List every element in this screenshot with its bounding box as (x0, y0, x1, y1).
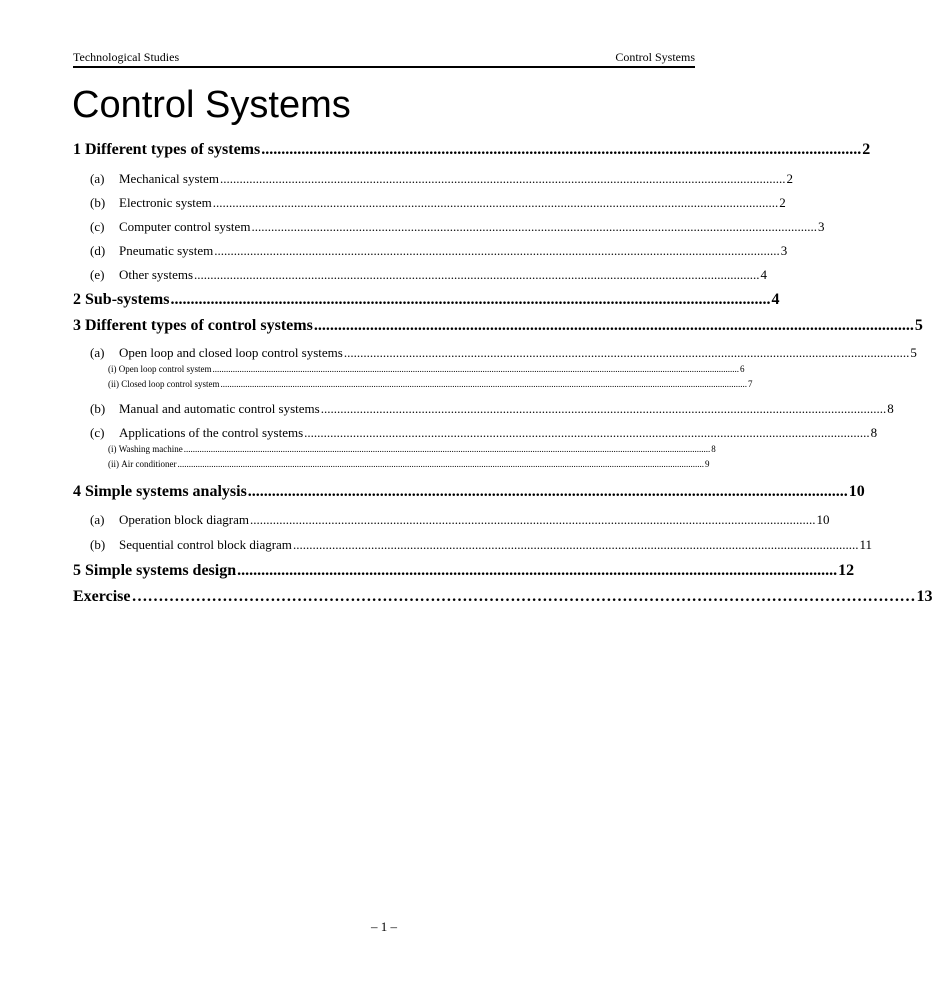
toc-entry-title: Mechanical system (119, 171, 219, 186)
toc-leader: .............................................................................................................................................................................. (251, 219, 817, 234)
toc-entry-1d[interactable] (90, 243, 788, 259)
toc-entry-1b[interactable] (90, 195, 786, 211)
toc-leader: .............................................................................................................................................................................. (194, 267, 760, 282)
toc-entry-3a[interactable] (90, 345, 917, 361)
toc-page-number: 11 (859, 537, 872, 552)
toc-entry-title: Operation block diagram (119, 512, 249, 527)
toc-entry-roman: (ii) (108, 459, 119, 469)
toc-leader: .............................................................................................................................................................................. (220, 171, 786, 186)
toc-section-title: 5 Simple systems design (73, 562, 237, 579)
toc-page-number: 4 (760, 267, 768, 282)
page-header (73, 50, 695, 68)
toc-entry-3c[interactable] (90, 425, 878, 441)
toc-entry-letter: (e) (90, 267, 105, 282)
toc-page-number: 2 (786, 171, 793, 186)
header-subject: Technological Studies (73, 50, 180, 64)
toc-page-number: 3 (780, 243, 788, 258)
toc-page-number: 5 (914, 317, 923, 334)
toc-entry-letter: (a) (90, 171, 105, 186)
toc-page-number: 5 (910, 345, 917, 360)
toc-entry-letter: (a) (90, 512, 105, 527)
toc-entry-letter: (d) (90, 243, 106, 258)
toc-entry-title: Washing machine (118, 444, 183, 454)
toc-entry-title: Other systems (119, 267, 194, 282)
toc-section-5[interactable] (73, 562, 855, 580)
toc-entry-roman: (i) (108, 444, 117, 454)
toc-leader: ………………………………………………………………………………………………………………………………… (131, 588, 916, 605)
toc-exercise[interactable] (73, 588, 932, 606)
toc-section-title: 3 Different types of control systems (73, 317, 313, 334)
page-title: Control Systems (72, 84, 351, 126)
toc-page-number: 7 (748, 379, 753, 389)
toc-page-number: 2 (862, 141, 871, 158)
toc-entry-letter: (c) (90, 425, 105, 440)
toc-subentry-3a-ii[interactable] (108, 379, 753, 389)
toc-entry-letter: (a) (90, 345, 105, 360)
toc-leader: .............................................................................................................................................................................. (320, 401, 887, 416)
toc-entry-title: Open loop and closed loop control systems (119, 345, 343, 360)
toc-leader: .......................................................................................................................................................................................................................................... (220, 379, 747, 389)
page-number: – 1 – (371, 919, 397, 934)
toc-entry-roman: (ii) (108, 379, 119, 389)
toc-section-title: 4 Simple systems analysis (73, 483, 247, 500)
toc-leader: .............................................................................................................................................................................. (304, 425, 870, 440)
toc-entry-title: Applications of the control systems (119, 425, 304, 440)
toc-page-number: 10 (848, 483, 865, 500)
toc-page-number: 8 (870, 425, 878, 440)
toc-page-number: 9 (705, 459, 710, 469)
toc-section-3[interactable] (73, 317, 923, 335)
toc-entry-title: Closed loop control system (121, 379, 220, 389)
toc-entry-title: Electronic system (119, 195, 212, 210)
toc-section-title: Exercise (73, 588, 131, 605)
toc-leader: ...................................................................................................................................................... (261, 141, 862, 158)
toc-subentry-3c-i[interactable] (108, 444, 716, 454)
toc-entry-title: Computer control system (119, 219, 251, 234)
toc-leader: .............................................................................................................................................................................. (292, 537, 859, 552)
toc-page-number: 12 (838, 562, 855, 579)
toc-section-title: 2 Sub-systems (73, 291, 170, 308)
toc-page-number: 3 (817, 219, 825, 234)
toc-leader: .............................................................................................................................................................................. (212, 195, 779, 210)
toc-section-1[interactable] (73, 141, 871, 159)
toc-entry-letter: (b) (90, 537, 106, 552)
toc-leader: .............................................................................................................................................................................. (249, 512, 816, 527)
toc-entry-1c[interactable] (90, 219, 825, 235)
toc-leader: ...................................................................................................................................................... (247, 483, 848, 500)
toc-entry-letter: (b) (90, 401, 106, 416)
toc-leader: ...................................................................................................................................................... (170, 291, 771, 308)
toc-page-number: 2 (779, 195, 786, 210)
toc-entry-3b[interactable] (90, 401, 894, 417)
toc-entry-4b[interactable] (90, 537, 872, 553)
toc-entry-4a[interactable] (90, 512, 830, 528)
toc-leader: .......................................................................................................................................................................................................................................... (177, 459, 704, 469)
toc-entry-1a[interactable] (90, 171, 793, 187)
toc-subentry-3c-ii[interactable] (108, 459, 710, 469)
toc-leader: ...................................................................................................................................................... (237, 562, 838, 579)
toc-section-4[interactable] (73, 483, 865, 501)
toc-leader: ...................................................................................................................................................... (313, 317, 914, 334)
toc-entry-roman: (i) (108, 364, 117, 374)
toc-entry-title: Air conditioner (121, 459, 177, 469)
toc-page-number: 13 (916, 588, 932, 605)
toc-entry-title: Pneumatic system (119, 243, 214, 258)
toc-page-number: 8 (887, 401, 894, 416)
toc-entry-letter: (b) (90, 195, 106, 210)
toc-entry-title: Manual and automatic control systems (119, 401, 320, 416)
toc-leader: .............................................................................................................................................................................. (214, 243, 780, 258)
toc-leader: .......................................................................................................................................................................................................................................... (212, 364, 739, 374)
toc-entry-1e[interactable] (90, 267, 768, 283)
toc-page-number: 8 (711, 444, 716, 454)
toc-page-number: 10 (816, 512, 830, 527)
header-chapter: Control Systems (615, 50, 695, 64)
toc-section-title: 1 Different types of systems (73, 141, 261, 158)
toc-page-number: 6 (740, 364, 745, 374)
toc-entry-title: Open loop control system (118, 364, 212, 374)
toc-entry-title: Sequential control block diagram (119, 537, 292, 552)
toc-page-number: 4 (771, 291, 780, 308)
toc-subentry-3a-i[interactable] (108, 364, 745, 374)
toc-leader: .............................................................................................................................................................................. (343, 345, 910, 360)
toc-section-2[interactable] (73, 291, 780, 309)
toc-entry-letter: (c) (90, 219, 105, 234)
toc-leader: .......................................................................................................................................................................................................................................... (183, 444, 711, 454)
